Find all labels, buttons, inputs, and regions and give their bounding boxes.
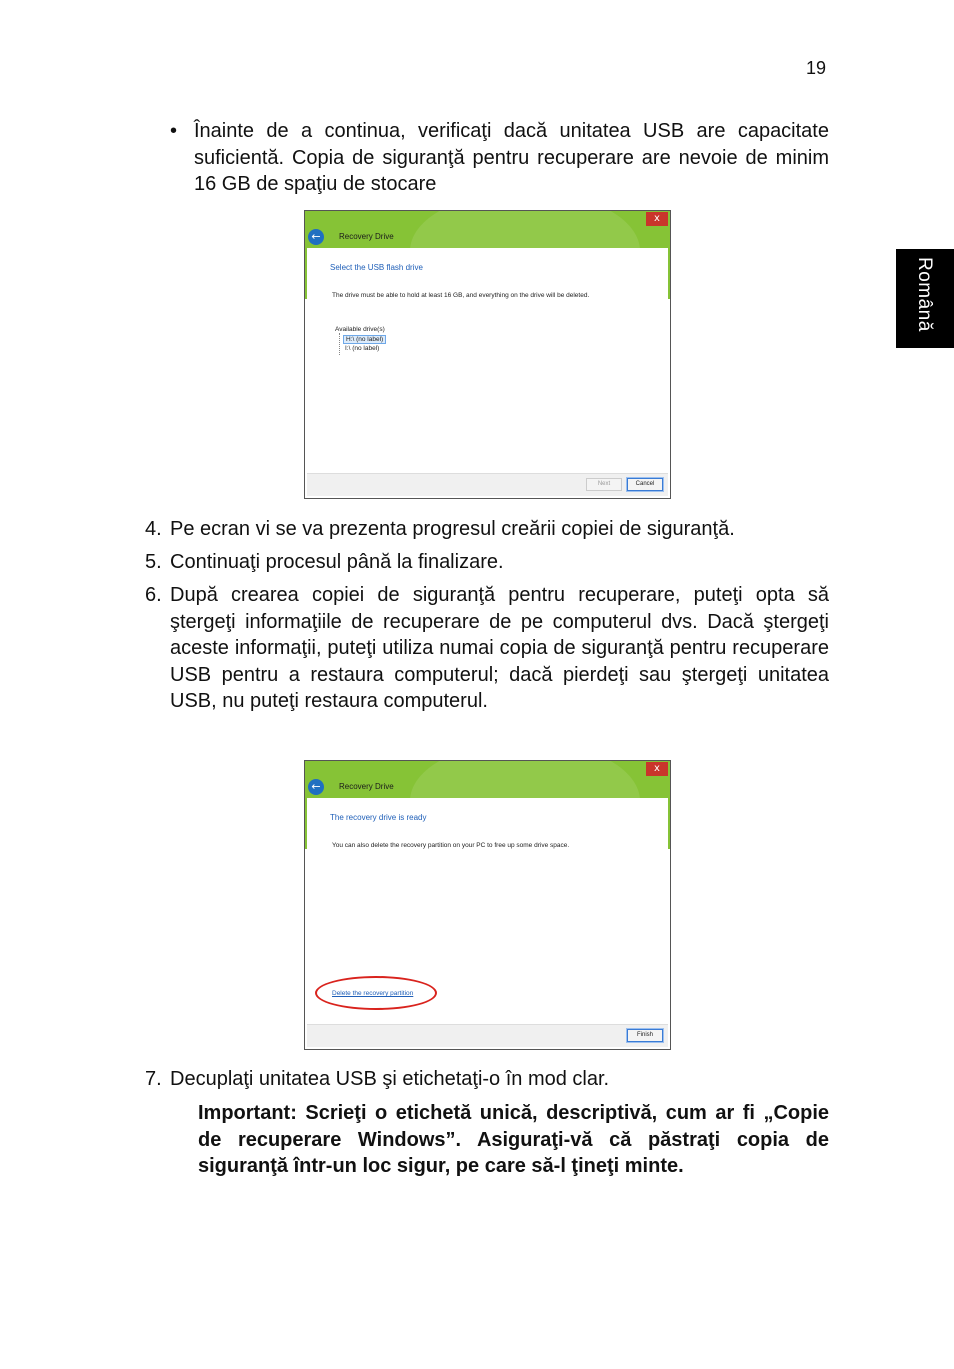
window-content — [307, 248, 668, 496]
step-6-number: 6. — [145, 584, 162, 606]
available-drives-label: Available drive(s) — [335, 326, 385, 333]
back-arrow-icon[interactable]: ← — [308, 779, 324, 795]
step-6-text: După crearea copiei de siguranţă pentru recuperare, puteţi opta să ştergeţi informaţiile de recuperare de pe computerul dvs. Dacă ştergeţi aceste informaţii, puteţi utiliza numai copia de siguranţă pentru recuperare USB pentru a restaura computerul; dacă pierdeţi sau ştergeţi unitatea USB, nu puteţi restaura computerul. — [170, 584, 829, 712]
important-note: Important: Scrieţi o etichetă unică, descriptivă, cum ar fi „Copie de recuperare Windows”. Asiguraţi-vă că păstraţi copia de siguranţă într-un loc sigur, pe care să-l ţineţi minte. — [198, 1102, 829, 1177]
next-button[interactable]: Next — [586, 478, 622, 491]
window-heading: Select the USB flash drive — [330, 263, 423, 272]
finish-button[interactable]: Finish — [627, 1029, 663, 1042]
window-footer — [307, 473, 668, 496]
window-app-title: Recovery Drive — [339, 232, 394, 241]
recovery-drive-window-select — [304, 210, 671, 499]
close-icon[interactable]: x — [646, 212, 668, 226]
step-4-text: Pe ecran vi se va prezenta progresul creării copiei de siguranţă. — [170, 518, 735, 540]
bullet-marker: • — [170, 120, 178, 142]
window-heading: The recovery drive is ready — [330, 813, 427, 822]
window-description: You can also delete the recovery partition on your PC to free up some drive space. — [332, 842, 570, 849]
close-icon[interactable]: x — [646, 762, 668, 776]
drive-item-i[interactable]: I:\ (no label) — [345, 345, 380, 352]
step-5-number: 5. — [145, 551, 162, 573]
step-5-text: Continuaţi procesul până la finalizare. — [170, 551, 504, 573]
recovery-drive-window-ready — [304, 760, 671, 1050]
language-side-tab — [896, 249, 954, 348]
cancel-button[interactable]: Cancel — [627, 478, 663, 491]
window-content — [307, 798, 668, 1047]
step-4-number: 4. — [145, 518, 162, 540]
delete-partition-link[interactable]: Delete the recovery partition — [332, 990, 414, 997]
language-side-tab-label: Română — [914, 257, 935, 332]
window-footer — [307, 1024, 668, 1047]
bullet-paragraph: Înainte de a continua, verificaţi dacă unitatea USB are capacitate suficientă. Copia de siguranţă pentru recuperare are nevoie de minim 16 GB de spaţiu de stocare — [194, 120, 829, 195]
highlight-circle — [315, 976, 437, 1010]
drive-item-h[interactable]: H:\ (no label) — [343, 335, 386, 344]
window-app-title: Recovery Drive — [339, 782, 394, 791]
page-number: 19 — [806, 58, 827, 78]
step-7-number: 7. — [145, 1068, 162, 1090]
window-description: The drive must be able to hold at least 16 GB, and everything on the drive will be deleted. — [332, 292, 590, 299]
step-7-text: Decuplaţi unitatea USB şi etichetaţi-o în mod clar. — [170, 1068, 610, 1090]
back-arrow-icon[interactable]: ← — [308, 229, 324, 245]
